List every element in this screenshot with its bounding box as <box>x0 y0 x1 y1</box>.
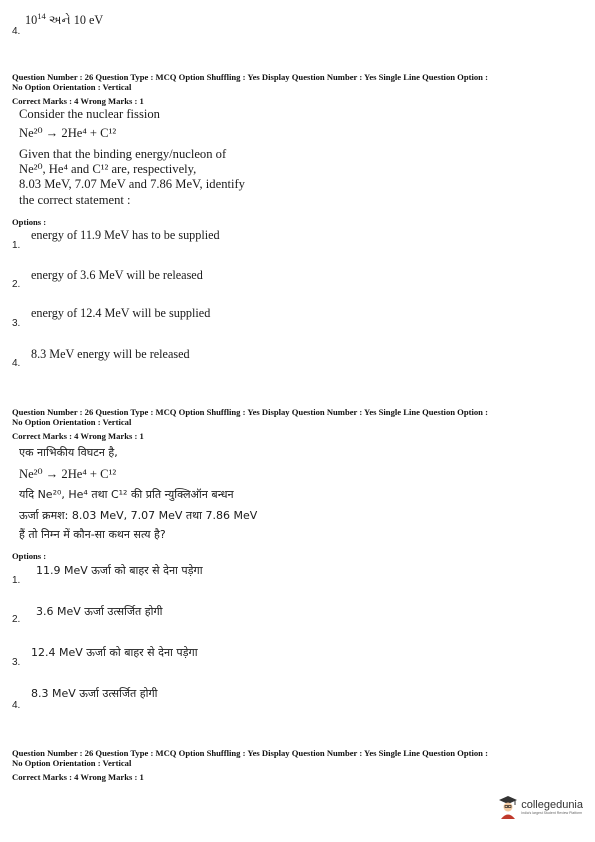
option-number: 2. <box>12 279 21 290</box>
option-number: 4. <box>12 26 21 37</box>
logo-tagline: India's largest Student Review Platform <box>521 811 583 815</box>
option-number: 3. <box>12 318 21 329</box>
option-text: energy of 12.4 MeV will be supplied <box>31 306 211 320</box>
question-line: हैं तो निम्न में कौन-सा कथन सत्य है? <box>19 528 166 541</box>
option-number: 4. <box>12 700 21 711</box>
option-text: 12.4 MeV ऊर्जा को बाहर से देना पड़ेगा <box>31 646 198 659</box>
question-marks: Correct Marks : 4 Wrong Marks : 1 <box>12 96 144 106</box>
question-line: Consider the nuclear fission <box>19 107 160 121</box>
question-meta-orientation: No Option Orientation : Vertical <box>12 82 132 92</box>
question-marks: Correct Marks : 4 Wrong Marks : 1 <box>12 772 144 782</box>
question-meta-orientation: No Option Orientation : Vertical <box>12 417 132 427</box>
option-text: 3.6 MeV ऊर्जा उत्सर्जित होगी <box>36 605 163 618</box>
question-line: Ne²⁰, He⁴ and C¹² are, respectively, <box>19 162 197 176</box>
option-number: 3. <box>12 657 21 668</box>
question-line: एक नाभिकीय विघटन है, <box>19 446 118 459</box>
question-line: Given that the binding energy/nucleon of <box>19 147 227 161</box>
option-text: energy of 3.6 MeV will be released <box>31 268 203 282</box>
question-line: the correct statement : <box>19 193 131 207</box>
options-label: Options : <box>12 217 47 227</box>
option-number: 1. <box>12 575 21 586</box>
question-equation: Ne²⁰ → 2He⁴ + C¹² <box>19 126 117 140</box>
question-line: ऊर्जा क्रमश: 8.03 MeV, 7.07 MeV तथा 7.86 MeV <box>19 509 258 522</box>
option-text: energy of 11.9 MeV has to be supplied <box>31 228 220 242</box>
question-marks: Correct Marks : 4 Wrong Marks : 1 <box>12 431 144 441</box>
collegedunia-logo <box>498 795 583 819</box>
option-text: 8.3 MeV energy will be released <box>31 347 190 361</box>
option-number: 4. <box>12 358 21 369</box>
question-line: 8.03 MeV, 7.07 MeV and 7.86 MeV, identify <box>19 177 245 191</box>
option-number: 1. <box>12 240 21 251</box>
question-meta: Question Number : 26 Question Type : MCQ Option Shuffling : Yes Display Question Number : Yes Single Line Question Option : <box>12 72 488 82</box>
question-line: यदि Ne²⁰, He⁴ तथा C¹² की प्रति न्युक्लिऑन बन्धन <box>19 488 234 501</box>
option-text: 8.3 MeV ऊर्जा उत्सर्जित होगी <box>31 687 158 700</box>
question-meta-orientation: No Option Orientation : Vertical <box>12 758 132 768</box>
option-text: 11.9 MeV ऊर्जा को बाहर से देना पड़ेगा <box>36 564 203 577</box>
option-text: $10^{14}$ અને 10 eV <box>25 10 104 27</box>
options-label: Options : <box>12 551 47 561</box>
option-number: 2. <box>12 614 21 625</box>
question-equation: Ne²⁰ → 2He⁴ + C¹² <box>19 467 117 481</box>
question-meta: Question Number : 26 Question Type : MCQ Option Shuffling : Yes Display Question Number : Yes Single Line Question Option : <box>12 407 488 417</box>
logo-name: collegedunia <box>521 799 583 811</box>
question-meta: Question Number : 26 Question Type : MCQ Option Shuffling : Yes Display Question Number : Yes Single Line Question Option : <box>12 748 488 758</box>
graduate-avatar-icon <box>498 795 518 819</box>
